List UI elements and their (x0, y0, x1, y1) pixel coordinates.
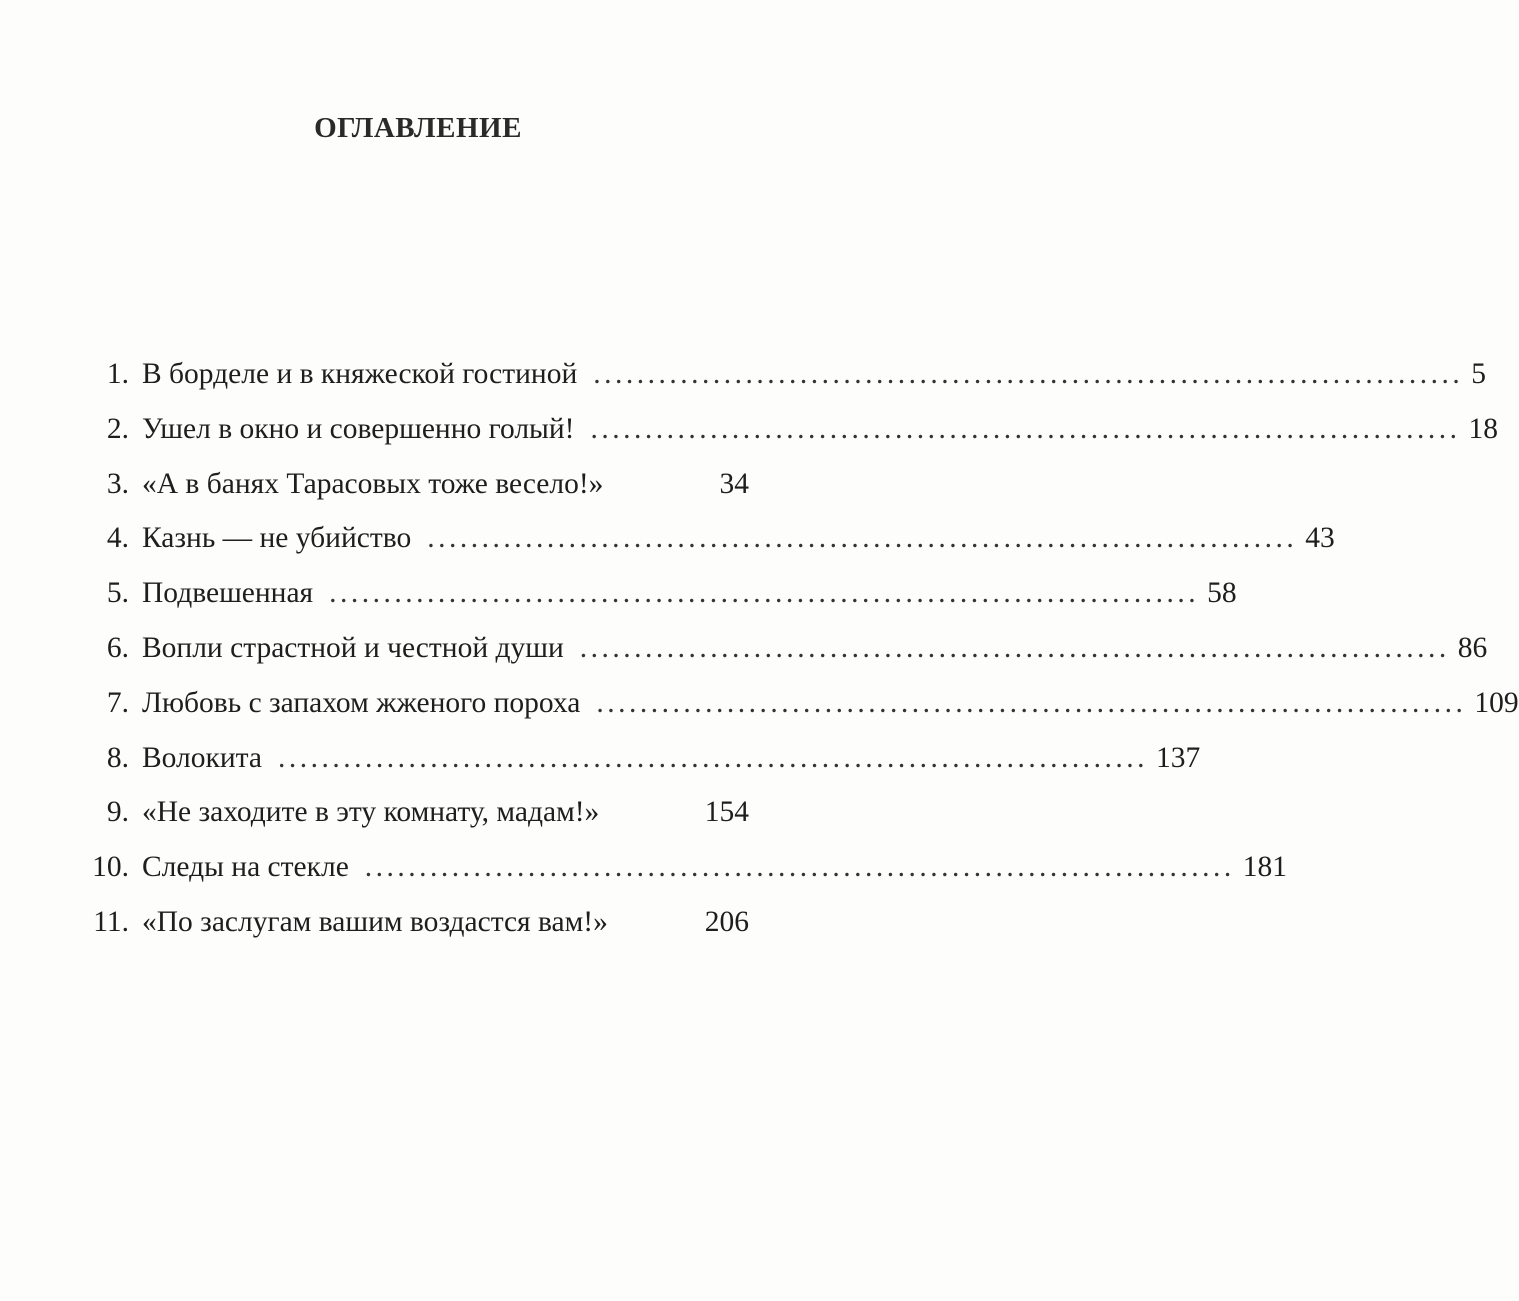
page-title: ОГЛАВЛЕНИЕ (314, 112, 522, 144)
toc-row-leader: ................................................................................ (596, 686, 1467, 719)
toc-row-leader: ................................................................................ (427, 522, 1298, 555)
toc-row-number: 8. (106, 741, 129, 774)
toc-row (0, 516, 1335, 571)
toc-row (0, 681, 1519, 736)
toc-row-leader: ................................................................................ (364, 851, 1235, 884)
toc-row-title: «А в банях Тарасовых тоже весело!» (142, 467, 604, 500)
toc-row-title: Вопли страстной и честной души (142, 631, 564, 664)
toc-row-number: 5. (106, 577, 129, 610)
toc-row-title: Подвешенная (142, 577, 314, 610)
toc-row (0, 571, 1237, 626)
toc-row (0, 352, 1486, 407)
toc-row-page: 18 (1468, 412, 1498, 445)
toc-row-leader: ................................................................................ (277, 741, 1148, 774)
toc-row-page: 109 (1474, 686, 1519, 719)
toc-row-title: Ушел в окно и совершенно голый! (142, 412, 575, 445)
toc-row-page: 137 (1155, 741, 1201, 774)
toc-row-title: В борделе и в княжеской гостиной (142, 358, 578, 390)
toc-row-number: 3. (106, 467, 129, 500)
toc-row-page: 206 (704, 905, 749, 938)
toc-row-number: 4. (106, 522, 129, 555)
toc-row (0, 462, 941, 517)
toc-row-number: 10. (92, 851, 129, 884)
toc-row-title: «Не заходите в эту комнату, мадам!» (142, 796, 600, 829)
toc-row (0, 845, 1288, 900)
toc-row-title: Казнь — не убийство (142, 522, 412, 555)
toc-row-number: 7. (106, 686, 129, 719)
toc-row-page: 43 (1305, 522, 1335, 555)
toc-row-title: Волокита (142, 741, 262, 774)
toc-row-leader: ................................................................................ (590, 412, 1461, 445)
toc-row-page: 181 (1242, 851, 1288, 884)
toc-row (0, 626, 1488, 681)
toc-row (0, 407, 1498, 462)
toc-row-number: 9. (106, 796, 129, 829)
toc-row-page: 58 (1207, 577, 1237, 610)
toc-row-leader: ................................................................................ (329, 577, 1200, 610)
toc-row-page: 5 (1471, 358, 1486, 390)
toc-row-number: 11. (93, 905, 129, 938)
toc-row-page: 34 (719, 467, 749, 500)
toc-row-page: 154 (704, 796, 749, 829)
toc-row (0, 736, 1201, 791)
toc-row-number: 1. (106, 358, 129, 390)
toc-row-leader: ................................................................................ (579, 631, 1450, 664)
toc-row-number: 6. (106, 631, 129, 664)
toc-row (0, 900, 941, 955)
toc-row-page: 86 (1457, 631, 1488, 664)
toc-row-title: Любовь с запахом жженого пороха (142, 686, 581, 719)
toc-row-leader: ................................................................................ (593, 358, 1464, 390)
toc-row-title: «По заслугам вашим воздастся вам!» (142, 905, 608, 938)
table-of-contents (0, 352, 1519, 955)
toc-row-number: 2. (106, 412, 129, 445)
toc-row (0, 790, 941, 845)
toc-row-title: Следы на стекле (142, 851, 349, 884)
